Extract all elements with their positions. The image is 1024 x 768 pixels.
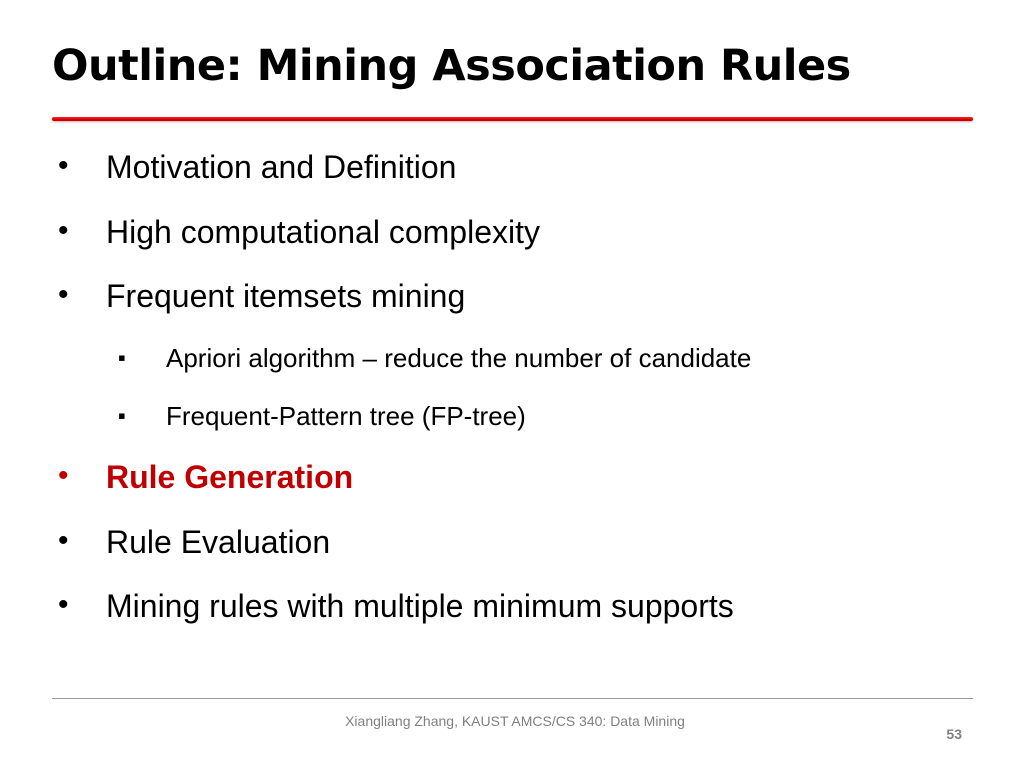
slide-title: Outline: Mining Association Rules bbox=[52, 41, 851, 91]
square-bullet-marker: ▪ bbox=[118, 345, 126, 370]
bullet-item bbox=[58, 149, 457, 185]
bullet-marker: • bbox=[58, 278, 69, 311]
slide-number: 53 bbox=[946, 726, 962, 742]
bullet-text: Motivation and Definition bbox=[106, 149, 457, 185]
bullet-marker: • bbox=[58, 588, 69, 621]
sub-bullet-item bbox=[118, 343, 752, 373]
bullet-item-highlighted bbox=[58, 459, 354, 495]
bullet-marker: • bbox=[58, 214, 69, 247]
bullet-item bbox=[58, 524, 331, 560]
bullet-text: Rule Evaluation bbox=[106, 524, 331, 560]
sub-bullet-item bbox=[118, 401, 526, 431]
bullet-item bbox=[58, 278, 466, 314]
bullet-text: Rule Generation bbox=[106, 459, 354, 495]
footer-caption: Xiangliang Zhang, KAUST AMCS/CS 340: Data Mining bbox=[345, 713, 685, 729]
bullet-item bbox=[58, 588, 734, 624]
bullet-text: Mining rules with multiple minimum supports bbox=[106, 588, 734, 624]
bullet-text: High computational complexity bbox=[106, 214, 540, 250]
bullet-marker: • bbox=[58, 524, 69, 557]
bullet-item bbox=[58, 214, 540, 250]
bullet-marker: • bbox=[58, 459, 69, 492]
bullet-marker: • bbox=[58, 149, 69, 182]
footer-divider bbox=[52, 698, 973, 699]
sub-bullet-text: Apriori algorithm – reduce the number of candidate bbox=[166, 343, 752, 373]
square-bullet-marker: ▪ bbox=[118, 403, 126, 428]
sub-bullet-text: Frequent-Pattern tree (FP-tree) bbox=[166, 401, 526, 431]
bullet-text: Frequent itemsets mining bbox=[106, 278, 466, 314]
